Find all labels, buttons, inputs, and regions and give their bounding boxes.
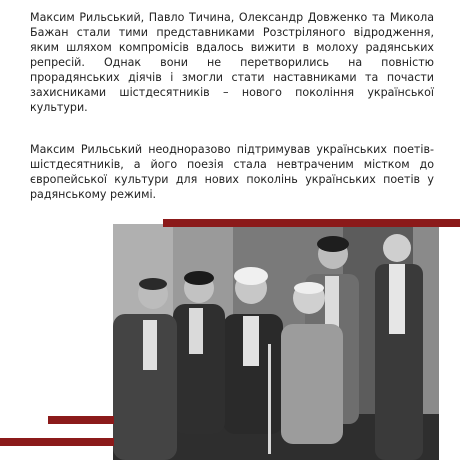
group-photo-illustration	[113, 224, 439, 460]
accent-bar-top	[163, 219, 460, 227]
accent-bar-left-upper	[48, 416, 114, 424]
accent-bar-left-lower	[0, 438, 114, 446]
rylsky-paragraph: Максим Рильський неодноразово підтримував українських поетів-шістдесятників, а його поезія стала невтраченим містком до європейської культури для нових поколінь українських поетів у радянському режимі.	[30, 143, 434, 201]
intro-paragraph: Максим Рильський, Павло Тичина, Олександр Довженко та Микола Бажан стали тими представниками Розстріляного відродження, яким шляхом компромісів вдалось вижити в молоху радянських репресій. Однак вони не перетворились на повністю прорадянських діячів і змогли стати наставниками та почасти захисниками шістдесятників – нового покоління української культури.	[30, 11, 434, 114]
group-photo	[113, 224, 439, 460]
